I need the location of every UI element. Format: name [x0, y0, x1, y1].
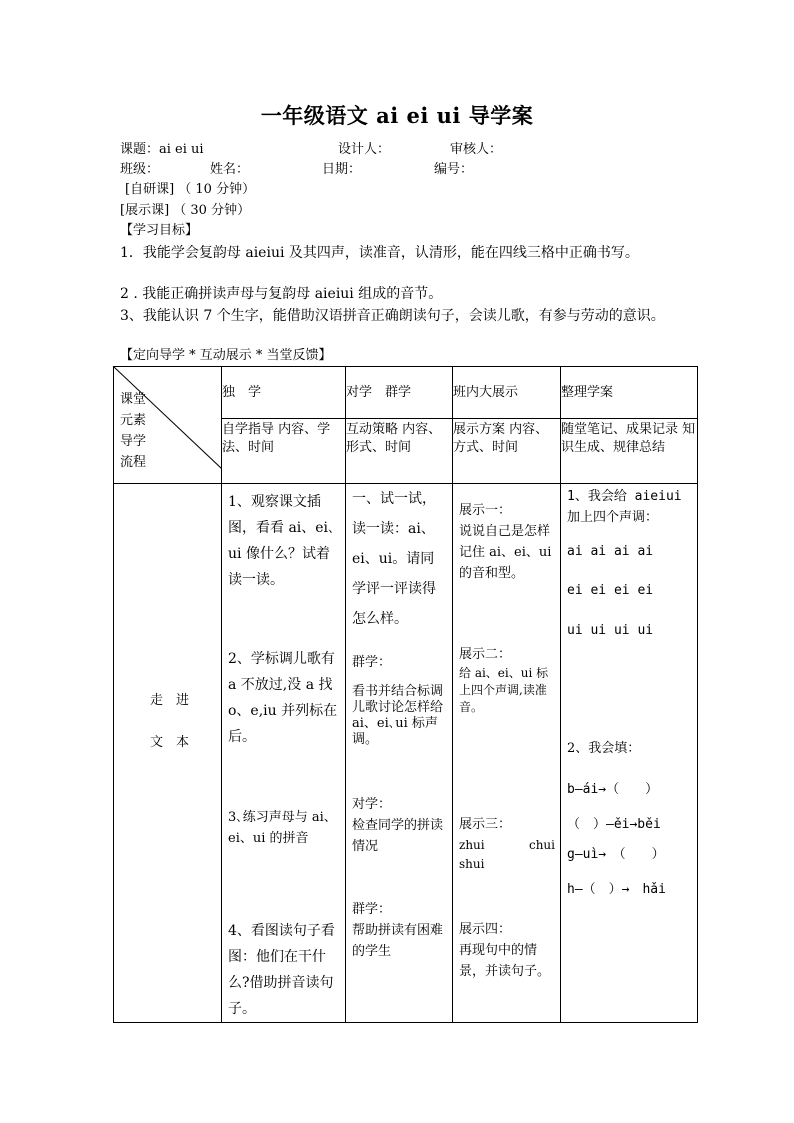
- notes-column: [561, 484, 698, 1023]
- guide-heading: 【定向导学 * 互动展示 * 当堂反馈】: [120, 348, 332, 363]
- section-label: 展示四：: [459, 922, 512, 937]
- pinyin-syllable: chui: [528, 838, 555, 852]
- task-item: 3､练习声母与 ai、ei、ui 的拼音: [228, 810, 337, 846]
- pinyin-syllable: shui: [459, 857, 485, 871]
- section-label: 群学：: [352, 655, 392, 670]
- pinyin-pair: [459, 836, 555, 855]
- task-item: 帮助拼读有困难的学生: [352, 923, 444, 959]
- lesson-table: [113, 366, 698, 1023]
- column-heading: 班内大展示: [453, 384, 519, 400]
- corner-label: 课堂: [120, 392, 147, 407]
- row-label: 文 本: [150, 735, 190, 750]
- section-label: 群学：: [352, 902, 392, 917]
- fill-item: h—（ ）→ hǎi: [567, 882, 666, 897]
- row-label: 走 进: [150, 693, 190, 708]
- display-column: [453, 484, 561, 1023]
- exercise-prompt: 2、我会填：: [567, 741, 641, 756]
- task-item: 1、观察课文插图，看看 ai、ei､ui 像什么？试着读一读。: [228, 494, 336, 588]
- section-label: 对学：: [352, 797, 392, 812]
- reviewer-label: 审核人：: [450, 142, 503, 157]
- goals-heading: 【学习目标】: [120, 223, 199, 238]
- corner-cell: [114, 367, 222, 484]
- column-subheading: 互动策略 内容、形式、时间: [346, 422, 442, 455]
- date-label: 日期：: [322, 162, 362, 177]
- name-label: 姓名：: [210, 162, 250, 177]
- column-heading: 对学 群学: [346, 384, 412, 400]
- section-label: 展示二：: [459, 647, 512, 662]
- topic-label: 课题：ai ei ui: [120, 142, 204, 157]
- task-item: 4、看图读句子看图：他们在干什么?借助拼音读句子。: [228, 923, 335, 1017]
- page-title: 一年级语文 ai ei ui 导学案: [260, 103, 534, 128]
- tone-row: ui ui ui ui: [567, 623, 654, 638]
- section-label: 展示一：: [459, 503, 512, 518]
- column-subheading: 展示方案 内容、方式、时间: [453, 422, 549, 455]
- tone-row: ei ei ei ei: [567, 583, 654, 598]
- goal-item: 2 . 我能正确拼读声母与复韵母 aieiui 组成的音节。: [120, 286, 443, 302]
- pinyin-syllable: zhui: [459, 838, 485, 852]
- row-label-cell: [114, 484, 222, 1023]
- corner-label: 元素: [120, 413, 147, 428]
- task-item: 再现句中的情景，并读句子。: [459, 943, 551, 979]
- number-label: 编号：: [434, 162, 474, 177]
- task-item: 说说自己是怎样记住 ai、ei、ui 的音和型。: [459, 524, 552, 581]
- task-item: 给 ai、ei、ui 标上四个声调,读准音。: [459, 666, 549, 714]
- corner-label: 导学: [120, 434, 147, 449]
- section-label: 展示三：: [459, 817, 512, 832]
- display-class-time: [展示课] （ 30 分钟）: [120, 203, 251, 218]
- class-label: 班级：: [120, 162, 160, 177]
- goal-item: 3、我能认识 7 个生字，能借助汉语拼音正确朗读句子，会读儿歌，有参与劳动的意识。: [120, 308, 665, 324]
- self-study-time: [自研课] （ 10 分钟）: [125, 182, 256, 197]
- designer-label: 设计人：: [338, 142, 391, 157]
- goal-item: 1．我能学会复韵母 aieiui 及其四声，读准音，认清形，能在四线三格中正确书写。: [120, 245, 639, 261]
- column-subheading: 自学指导 内容、学法、时间: [222, 422, 331, 455]
- column-heading: 整理学案: [561, 384, 614, 400]
- tone-row: ai ai ai ai: [567, 544, 654, 559]
- column-subheading: 随堂笔记、成果记录 知识生成、规律总结: [561, 422, 696, 455]
- fill-item: g—uì→ （ ）: [567, 847, 665, 862]
- exercise-prompt: 1、我会给 aieiui 加上四个声调：: [567, 489, 682, 525]
- pair-group-column: [346, 484, 453, 1023]
- fill-item: （ ）—ěi→běi: [567, 817, 661, 832]
- column-heading: 独 学: [222, 384, 262, 400]
- task-item: 看书并结合标调儿歌讨论怎样给 ai、ei､ui 标声调。: [352, 684, 444, 747]
- fill-item: b—ái→（ ）: [567, 782, 659, 797]
- task-item: 一、试一试，读一读：ai、ei、ui。请同学评一评读得怎么样。: [352, 491, 436, 627]
- task-item: 检查同学的拼读情况: [352, 818, 444, 854]
- corner-label: 流程: [120, 455, 147, 470]
- self-study-column: [222, 484, 346, 1023]
- task-item: 2、学标调儿歌有 a 不放过,没 a 找 o、e,iu 并列标在后。: [228, 651, 338, 745]
